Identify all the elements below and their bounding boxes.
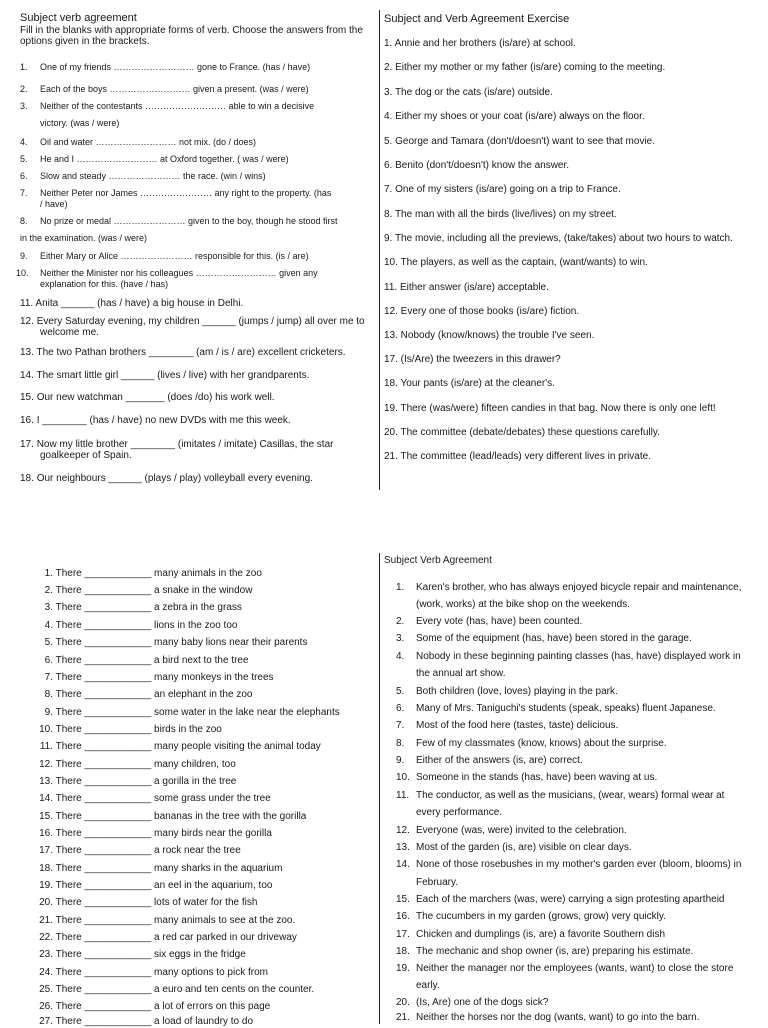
- list-item: 3. There ____________ a zebra in the grass: [44, 602, 242, 613]
- worksheet-title: Subject and Verb Agreement Exercise: [384, 13, 570, 25]
- list-item-continuation: the annual art show.: [416, 668, 506, 679]
- list-item: 5. He and I ……………………… at Oxford together. ( was / were): [20, 154, 289, 164]
- list-item-continuation: every performance.: [416, 807, 503, 818]
- list-item: 11. Anita ______ (has / have) a big house in Delhi.: [20, 298, 244, 309]
- list-item-continuation: in the examination. (was / were): [20, 233, 148, 243]
- list-item: 10. Someone in the stands (has, have) been waving at us.: [396, 772, 658, 783]
- list-item: 8. There ____________ an elephant in the zoo: [44, 689, 253, 700]
- list-item: 14. None of those rosebushes in my mother's garden ever (bloom, blooms) in: [396, 859, 742, 870]
- list-item: 14. There ____________ some grass under the tree: [39, 793, 271, 804]
- list-item: 22. There ____________ a red car parked in our driveway: [39, 932, 297, 943]
- list-item: 13. Nobody (know/knows) the trouble I've seen.: [384, 330, 595, 341]
- list-item: 17. Chicken and dumplings (is, are) a favorite Southern dish: [396, 929, 666, 940]
- list-item: 2. Every vote (has, have) been counted.: [396, 616, 583, 627]
- list-item: 1. There ____________ many animals in the zoo: [44, 568, 262, 579]
- list-item: 13. The two Pathan brothers ________ (am / is / are) excellent cricketers.: [20, 347, 346, 358]
- list-item-continuation: explanation for this. (have / has): [40, 279, 169, 289]
- list-item: 12. Every one of those books (is/are) fiction.: [384, 306, 580, 317]
- list-item: 11. Either answer (is/are) acceptable.: [384, 282, 549, 293]
- list-item: 7. Most of the food here (tastes, taste) delicious.: [396, 720, 619, 731]
- list-item: 12. There ____________ many children, too: [39, 759, 236, 770]
- list-item: 26. There ____________ a lot of errors on this page: [39, 1001, 271, 1012]
- list-item: 7. There ____________ many monkeys in the trees: [44, 672, 274, 683]
- list-item: 20. The committee (debate/debates) these questions carefully.: [384, 427, 660, 438]
- list-item: 21. Neither the horses nor the dog (wants, want) to go into the barn.: [396, 1012, 700, 1023]
- list-item: 11. There ____________ many people visiting the animal today: [39, 741, 321, 752]
- list-item: 18. Your pants (is/are) at the cleaner's.: [384, 378, 555, 389]
- list-item: 24. There ____________ many options to pick from: [39, 967, 268, 978]
- list-item: 17. There ____________ a rock near the tree: [39, 845, 241, 856]
- list-item: 23. There ____________ six eggs in the fridge: [39, 949, 246, 960]
- list-item: 6. There ____________ a bird next to the tree: [44, 655, 249, 666]
- list-item: 13. Most of the garden (is, are) visible on clear days.: [396, 842, 632, 853]
- list-item: 18. Our neighbours ______ (plays / play) volleyball every evening.: [20, 473, 313, 484]
- list-item: 19. There (was/were) fifteen candies in that bag. Now there is only one left!: [384, 403, 716, 414]
- list-item: 4. Either my shoes or your coat (is/are) always on the floor.: [384, 111, 645, 122]
- list-item: 9. There ____________ some water in the lake near the elephants: [44, 707, 340, 718]
- column-divider-top: [379, 10, 380, 490]
- list-item: 6. Slow and steady …………………… the race. (win / wins): [20, 171, 266, 181]
- list-item: 5. Both children (love, loves) playing in the park.: [396, 686, 618, 697]
- list-item: 6. Many of Mrs. Taniguchi's students (speak, speaks) fluent Japanese.: [396, 703, 716, 714]
- list-item: 25. There ____________ a euro and ten cents on the counter.: [39, 984, 315, 995]
- list-item-continuation: early.: [416, 980, 440, 991]
- list-item: 2. Each of the boys ……………………… given a present. (was / were): [20, 84, 309, 94]
- list-item-continuation: goalkeeper of Spain.: [40, 450, 132, 461]
- list-item: 3. Neither of the contestants ……………………… able to win a decisive: [20, 101, 315, 111]
- list-item: 17. Now my little brother ________ (imitates / imitate) Casillas, the star: [20, 439, 334, 450]
- list-item: 13. There ____________ a gorilla in the tree: [39, 776, 237, 787]
- list-item: 27. There ____________ a load of laundry to do: [39, 1016, 254, 1027]
- list-item-continuation: victory. (was / were): [40, 118, 120, 128]
- column-divider-bottom: [379, 553, 380, 1024]
- list-item: 15. There ____________ bananas in the tree with the gorilla: [39, 811, 307, 822]
- list-item: 16. There ____________ many birds near the gorilla: [39, 828, 272, 839]
- list-item: 7. One of my sisters (is/are) going on a trip to France.: [384, 184, 621, 195]
- list-item: 20. (Is, Are) one of the dogs sick?: [396, 997, 549, 1008]
- list-item: 12. Everyone (was, were) invited to the celebration.: [396, 825, 627, 836]
- list-item: 10. Neither the Minister nor his colleagues ……………………… given any: [16, 268, 318, 278]
- list-item: 14. The smart little girl ______ (lives / live) with her grandparents.: [20, 370, 310, 381]
- list-item: 18. The mechanic and shop owner (is, are) preparing his estimate.: [396, 946, 694, 957]
- list-item-continuation: February.: [416, 877, 459, 888]
- list-item: 7. Neither Peter nor James …………………… any right to the property. (has: [20, 188, 332, 198]
- list-item: 10. There ____________ birds in the zoo: [39, 724, 222, 735]
- list-item: 2. There ____________ a snake in the window: [44, 585, 253, 596]
- list-item: 15. Our new watchman _______ (does /do) his work well.: [20, 392, 275, 403]
- list-item: 6. Benito (don't/doesn't) know the answer.: [384, 160, 570, 171]
- list-item: 9. Either Mary or Alice …………………… responsible for this. (is / are): [20, 251, 309, 261]
- list-item: 5. There ____________ many baby lions near their parents: [44, 637, 308, 648]
- list-item: 16. I ________ (has / have) no new DVDs with me this week.: [20, 415, 291, 426]
- list-item: 1. Annie and her brothers (is/are) at school.: [384, 38, 576, 49]
- list-item: 10. The players, as well as the captain, (want/wants) to win.: [384, 257, 648, 268]
- list-item: 11. The conductor, as well as the musicians, (wear, wears) formal wear at: [396, 790, 725, 801]
- list-item: 21. There ____________ many animals to see at the zoo.: [39, 915, 296, 926]
- list-item: 20. There ____________ lots of water for the fish: [39, 897, 258, 908]
- list-item: 17. (Is/Are) the tweezers in this drawer?: [384, 354, 561, 365]
- list-item-continuation: (work, works) at the bike shop on the weekends.: [416, 599, 630, 610]
- list-item: 9. The movie, including all the previews, (take/takes) about two hours to watch.: [384, 233, 733, 244]
- list-item: 1. Karen's brother, who has always enjoyed bicycle repair and maintenance,: [396, 582, 742, 593]
- list-item: 16. The cucumbers in my garden (grows, grow) very quickly.: [396, 911, 666, 922]
- list-item: 8. No prize or medal …………………… given to the boy, though he stood first: [20, 216, 338, 226]
- list-item: 12. Every Saturday evening, my children ______ (jumps / jump) all over me to: [20, 316, 365, 327]
- list-item: 8. The man with all the birds (live/lives) on my street.: [384, 209, 617, 220]
- list-item-continuation: welcome me.: [40, 327, 99, 338]
- list-item: 1. One of my friends ……………………… gone to France. (has / have): [20, 62, 311, 72]
- instructions-line: Fill in the blanks with appropriate forms of verb. Choose the answers from the: [20, 25, 363, 36]
- list-item-continuation: / have): [40, 199, 68, 209]
- list-item: 19. There ____________ an eel in the aquarium, too: [39, 880, 273, 891]
- list-item: 19. Neither the manager nor the employees (wants, want) to close the store: [396, 963, 734, 974]
- worksheet-title: Subject Verb Agreement: [384, 555, 492, 566]
- list-item: 21. The committee (lead/leads) very different lives in private.: [384, 451, 651, 462]
- list-item: 3. The dog or the cats (is/are) outside.: [384, 87, 553, 98]
- list-item: 4. Nobody in these beginning painting classes (has, have) displayed work in: [396, 651, 741, 662]
- list-item: 3. Some of the equipment (has, have) been stored in the garage.: [396, 633, 692, 644]
- list-item: 15. Each of the marchers (was, were) carrying a sign protesting apartheid: [396, 894, 725, 905]
- list-item: 4. Oil and water ……………………… not mix. (do / does): [20, 137, 257, 147]
- list-item: 4. There ____________ lions in the zoo too: [44, 620, 238, 631]
- instructions-line: options given in the brackets.: [20, 36, 150, 47]
- list-item: 9. Either of the answers (is, are) correct.: [396, 755, 583, 766]
- list-item: 18. There ____________ many sharks in the aquarium: [39, 863, 283, 874]
- list-item: 8. Few of my classmates (know, knows) about the surprise.: [396, 738, 667, 749]
- worksheet-title: Subject verb agreement: [20, 12, 137, 24]
- list-item: 5. George and Tamara (don't/doesn't) want to see that movie.: [384, 136, 656, 147]
- list-item: 2. Either my mother or my father (is/are) coming to the meeting.: [384, 62, 666, 73]
